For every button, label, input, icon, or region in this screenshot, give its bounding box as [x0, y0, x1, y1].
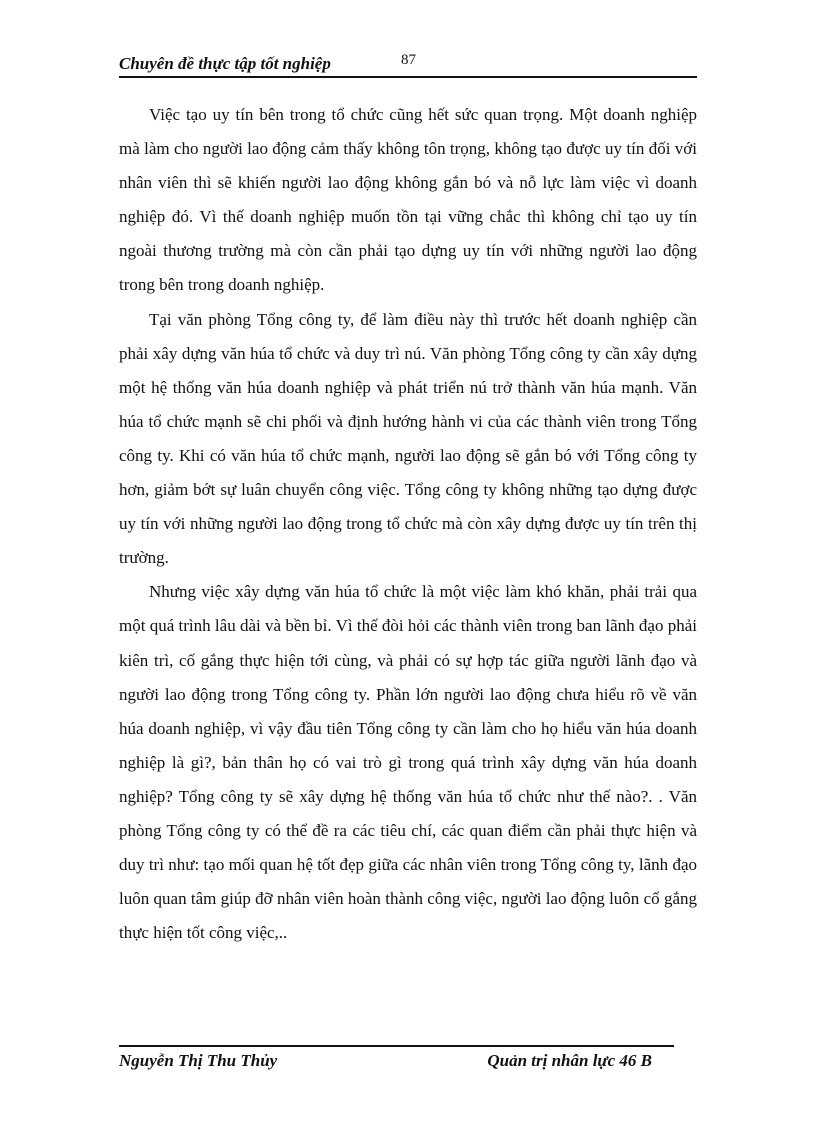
paragraph: Tại văn phòng Tổng công ty, để làm điều này thì trước hết doanh nghiệp cần phải xây dựng văn húa tổ chức và duy trì nú. Văn phòng Tổng công ty cần xây dựng một hệ thống văn húa doanh nghiệp và phát triển nú trở thành văn húa mạnh. Văn húa tổ chức mạnh sẽ chi phối và định hướng hành vi của các thành viên trong Tổng công ty. Khi có văn húa tổ chức mạnh, người lao động sẽ gắn bó với Tổng công ty hơn, giảm bớt sự luân chuyển công việc. Tổng công ty không những tạo dựng được uy tín với những người lao động trong tổ chức mà còn xây dựng được uy tín trên thị trường.	[119, 309, 697, 568]
header-divider	[119, 76, 697, 78]
body-text	[119, 98, 697, 950]
page-header	[119, 48, 697, 78]
page-footer	[119, 1045, 674, 1085]
document-title: Chuyên đề thực tập tốt nghiệp	[119, 54, 331, 73]
footer-divider	[119, 1045, 674, 1047]
paragraph: Việc tạo uy tín bên trong tổ chức cũng hết sức quan trọng. Một doanh nghiệp mà làm cho người lao động cảm thấy không tôn trọng, không tạo được uy tín đối với nhân viên thì sẽ khiến người lao động không gắn bó và nỗ lực làm việc vì doanh nghiệp đó. Vì thế doanh nghiệp muốn tồn tại vững chắc thì không chỉ tạo uy tín ngoài thương trường mà còn cần phải tạo dựng uy tín với những người lao động trong bên trong doanh nghiệp.	[119, 105, 697, 295]
author-name: Nguyễn Thị Thu Thủy	[119, 1051, 278, 1070]
class-name: Quản trị nhân lực 46 B	[487, 1051, 652, 1070]
page-number: 87	[401, 52, 416, 68]
paragraph: Nhưng việc xây dựng văn húa tổ chức là một việc làm khó khăn, phải trải qua một quá trình lâu dài và bền bỉ. Vì thế đòi hỏi các thành viên trong ban lãnh đạo phải kiên trì, cố gắng thực hiện tới cùng, và phải có sự hợp tác giữa người lãnh đạo và người lao động trong Tổng công ty. Phần lớn người lao động chưa hiểu rõ về văn húa doanh nghiệp, vì vậy đầu tiên Tổng công ty cần làm cho họ hiểu văn húa doanh nghiệp là gì?, bản thân họ có vai trò gì trong quá trình xây dựng văn húa doanh nghiệp? Tổng công ty sẽ xây dựng hệ thống văn húa tổ chức như thế nào?. . Văn phòng Tổng công ty có thể đề ra các tiêu chí, các quan điểm cần phải thực hiện và duy trì như: tạo mối quan hệ tốt đẹp giữa các nhân viên trong Tổng công ty, lãnh đạo luôn quan tâm giúp đỡ nhân viên hoàn thành công việc, người lao động luôn cố gắng thực hiện tốt công việc,..	[119, 582, 697, 943]
